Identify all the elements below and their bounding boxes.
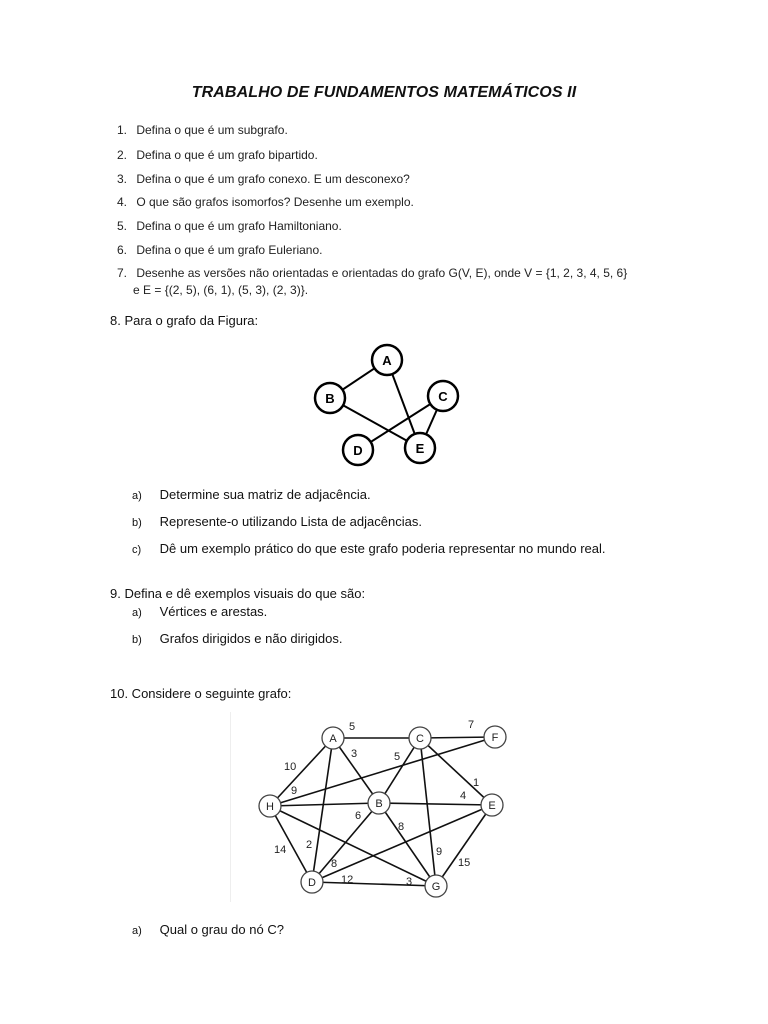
weight-label: 3: [351, 748, 358, 760]
question-text: Defina o que é um subgrafo.: [136, 123, 288, 137]
edge-b-g: [379, 803, 436, 886]
item-text: Represente-o utilizando Lista de adjacências.: [159, 514, 422, 529]
question-number: 6.: [117, 243, 128, 257]
question-text: Defina o que é um grafo bipartido.: [136, 148, 318, 162]
question-6: [117, 243, 322, 257]
question-7: [117, 266, 627, 280]
item-letter: a): [132, 607, 142, 619]
node-label-g: G: [431, 881, 441, 893]
item-letter: a): [132, 490, 142, 502]
node-label-h: H: [266, 801, 274, 813]
node-label-b: B: [325, 391, 335, 406]
weight-label: 6: [355, 810, 362, 822]
q8-item-b: [132, 514, 422, 529]
q8-item-c: [132, 541, 606, 556]
weight-label: 4: [460, 790, 467, 802]
item-text: Qual o grau do nó C?: [159, 922, 284, 937]
weight-label: 8: [331, 858, 338, 870]
question-number: 7.: [117, 266, 128, 280]
weight-label: 14: [274, 844, 287, 856]
item-letter: b): [132, 634, 142, 646]
edge-c-g: [420, 738, 436, 886]
question-4: [117, 195, 414, 209]
question-text: Defina o que é um grafo Euleriano.: [136, 243, 323, 257]
weight-label: 9: [291, 785, 298, 797]
question-3: [117, 172, 410, 186]
node-label-b: B: [375, 798, 383, 810]
q8-item-a: [132, 487, 371, 502]
weight-label: 5: [394, 751, 401, 763]
question-text: Desenhe as versões não orientadas e orientadas do grafo G(V, E), onde V = {1, 2, 3, 4, 5, 6}: [136, 266, 628, 280]
edge-d-g: [312, 882, 436, 886]
q10-item-a: [132, 922, 284, 937]
edge-b-e: [379, 803, 492, 805]
question-number: 1.: [117, 123, 128, 137]
weight-label: 2: [306, 839, 313, 851]
node-label-c: C: [438, 389, 448, 404]
weight-label: 10: [284, 761, 297, 773]
item-letter: b): [132, 517, 142, 529]
question-5: [117, 219, 342, 233]
question-2: [117, 148, 318, 162]
question-10: 10. Considere o seguinte grafo:: [110, 686, 292, 701]
weight-label: 8: [398, 821, 405, 833]
question-text: Defina o que é um grafo Hamiltoniano.: [136, 219, 342, 233]
item-text: Vértices e arestas.: [159, 604, 268, 619]
question-8: 8. Para o grafo da Figura:: [110, 313, 259, 328]
weight-label: 9: [436, 846, 443, 858]
graph-figure-q8: [300, 340, 480, 470]
question-text: O que são grafos isomorfos? Desenhe um exemplo.: [136, 195, 414, 209]
item-text: Grafos dirigidos e não dirigidos.: [159, 631, 343, 646]
weight-label: 15: [458, 857, 471, 869]
question-text: Defina o que é um grafo conexo. E um desconexo?: [136, 172, 410, 186]
item-letter: c): [132, 544, 142, 556]
document-title: TRABALHO DE FUNDAMENTOS MATEMÁTICOS II: [191, 84, 577, 101]
q9-item-b: [132, 631, 342, 646]
node-label-a: A: [382, 353, 392, 368]
question-number: 5.: [117, 219, 128, 233]
item-text: Determine sua matriz de adjacência.: [159, 487, 371, 502]
node-label-d: D: [353, 443, 363, 458]
question-9: 9. Defina e dê exemplos visuais do que são:: [110, 586, 366, 601]
question-7-continuation: e E = {(2, 5), (6, 1), (5, 3), (2, 3)}.: [133, 283, 309, 297]
weight-label: 12: [341, 874, 354, 886]
edge-h-b: [270, 803, 379, 806]
weight-label: 5: [349, 721, 356, 733]
node-label-e: E: [488, 800, 496, 812]
q9-item-a: [132, 604, 267, 619]
node-label-c: C: [416, 733, 424, 745]
weight-label: 1: [473, 777, 480, 789]
item-letter: a): [132, 925, 142, 937]
edge-c-e: [420, 738, 492, 805]
weighted-graph-figure-q10: [230, 712, 530, 902]
node-label-e: E: [415, 441, 425, 456]
weight-label: 7: [468, 719, 475, 731]
question-number: 4.: [117, 195, 128, 209]
question-number: 2.: [117, 148, 128, 162]
question-number: 3.: [117, 172, 128, 186]
node-label-d: D: [308, 877, 316, 889]
node-label-f: F: [491, 732, 499, 744]
node-label-a: A: [329, 733, 337, 745]
weight-label: 3: [406, 876, 413, 888]
question-1: [117, 123, 288, 137]
item-text: Dê um exemplo prático do que este grafo poderia representar no mundo real.: [159, 541, 606, 556]
